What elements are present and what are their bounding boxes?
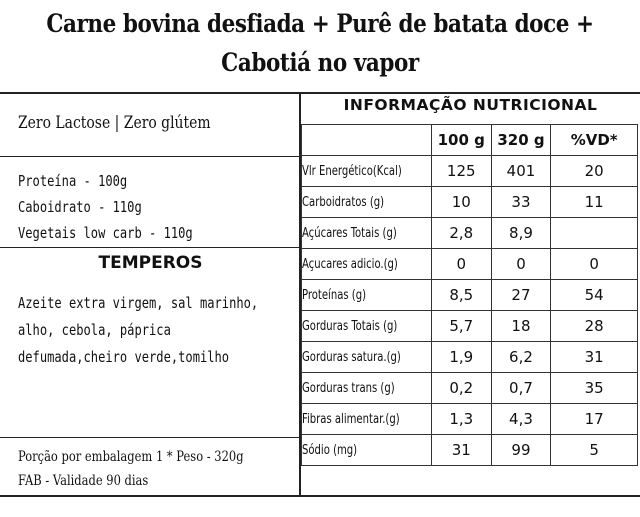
value-320g: 99 <box>491 435 551 466</box>
table-row <box>302 404 638 435</box>
temperos-line: defumada,cheiro verde,tomilho <box>18 348 230 366</box>
table-row <box>302 249 638 280</box>
value-vd: 35 <box>551 373 638 404</box>
temperos-text <box>18 290 258 371</box>
table-header-row <box>302 125 638 156</box>
divider <box>0 156 301 157</box>
validity-line: FAB - Validade 90 dias <box>18 473 149 489</box>
temperos-line: alho, cebola, páprica <box>18 321 171 339</box>
value-100g: 0 <box>431 249 491 280</box>
header-cell <box>302 125 432 156</box>
nutrient-name: Carboidratos (g) <box>302 187 432 218</box>
table-row <box>302 342 638 373</box>
value-320g: 8,9 <box>491 218 551 249</box>
nutrient-name: Vlr Energético(Kcal) <box>302 156 432 187</box>
product-title: Carne bovina desfiada + Purê de batata doce + Cabotiá no vapor <box>46 9 594 77</box>
value-100g: 2,8 <box>431 218 491 249</box>
nutrient-name: Açucares adicio.(g) <box>302 249 432 280</box>
divider <box>0 247 301 248</box>
value-320g: 18 <box>491 311 551 342</box>
nutrient-name: Proteínas (g) <box>302 280 432 311</box>
value-vd: 5 <box>551 435 638 466</box>
nutrient-name: Gorduras satura.(g) <box>302 342 432 373</box>
value-vd: 17 <box>551 404 638 435</box>
table-row <box>302 187 638 218</box>
value-320g: 33 <box>491 187 551 218</box>
header-cell: %VD* <box>551 125 638 156</box>
value-vd: 11 <box>551 187 638 218</box>
value-100g: 1,9 <box>431 342 491 373</box>
table-row <box>302 156 638 187</box>
header-cell: 100 g <box>431 125 491 156</box>
value-100g: 31 <box>431 435 491 466</box>
nutrition-heading: INFORMAÇÃO NUTRICIONAL <box>343 96 598 114</box>
dietary-claims: Zero Lactose | Zero glútem <box>18 113 211 133</box>
value-vd: 31 <box>551 342 638 373</box>
value-320g: 27 <box>491 280 551 311</box>
value-100g: 125 <box>431 156 491 187</box>
value-100g: 0,2 <box>431 373 491 404</box>
value-320g: 401 <box>491 156 551 187</box>
portion-info <box>18 445 244 493</box>
table-row <box>302 218 638 249</box>
macro-list <box>18 168 193 246</box>
table-row <box>302 311 638 342</box>
value-100g: 5,7 <box>431 311 491 342</box>
value-320g: 0 <box>491 249 551 280</box>
value-100g: 10 <box>431 187 491 218</box>
nutrient-name: Gorduras Totais (g) <box>302 311 432 342</box>
temperos-heading: TEMPEROS <box>98 253 203 273</box>
macro-item: Proteína - 100g <box>18 172 128 190</box>
divider <box>0 437 301 438</box>
value-vd: 0 <box>551 249 638 280</box>
value-vd: 20 <box>551 156 638 187</box>
nutrient-name: Açúcares Totais (g) <box>302 218 432 249</box>
value-vd: 54 <box>551 280 638 311</box>
macro-item: Caboidrato - 110g <box>18 198 142 216</box>
value-vd: 28 <box>551 311 638 342</box>
nutrition-table <box>301 124 638 466</box>
value-100g: 8,5 <box>431 280 491 311</box>
value-320g: 0,7 <box>491 373 551 404</box>
nutrient-name: Sódio (mg) <box>302 435 432 466</box>
macro-item: Vegetais low carb - 110g <box>18 224 193 242</box>
value-320g: 4,3 <box>491 404 551 435</box>
table-row <box>302 373 638 404</box>
value-100g: 1,3 <box>431 404 491 435</box>
nutrient-name: Fibras alimentar.(g) <box>302 404 432 435</box>
value-vd <box>551 218 638 249</box>
table-row <box>302 280 638 311</box>
temperos-line: Azeite extra virgem, sal marinho, <box>18 294 259 312</box>
table-row <box>302 435 638 466</box>
value-320g: 6,2 <box>491 342 551 373</box>
portion-line: Porção por embalagem 1 * Peso - 320g <box>18 449 244 465</box>
nutrient-name: Gorduras trans (g) <box>302 373 432 404</box>
header-cell: 320 g <box>491 125 551 156</box>
